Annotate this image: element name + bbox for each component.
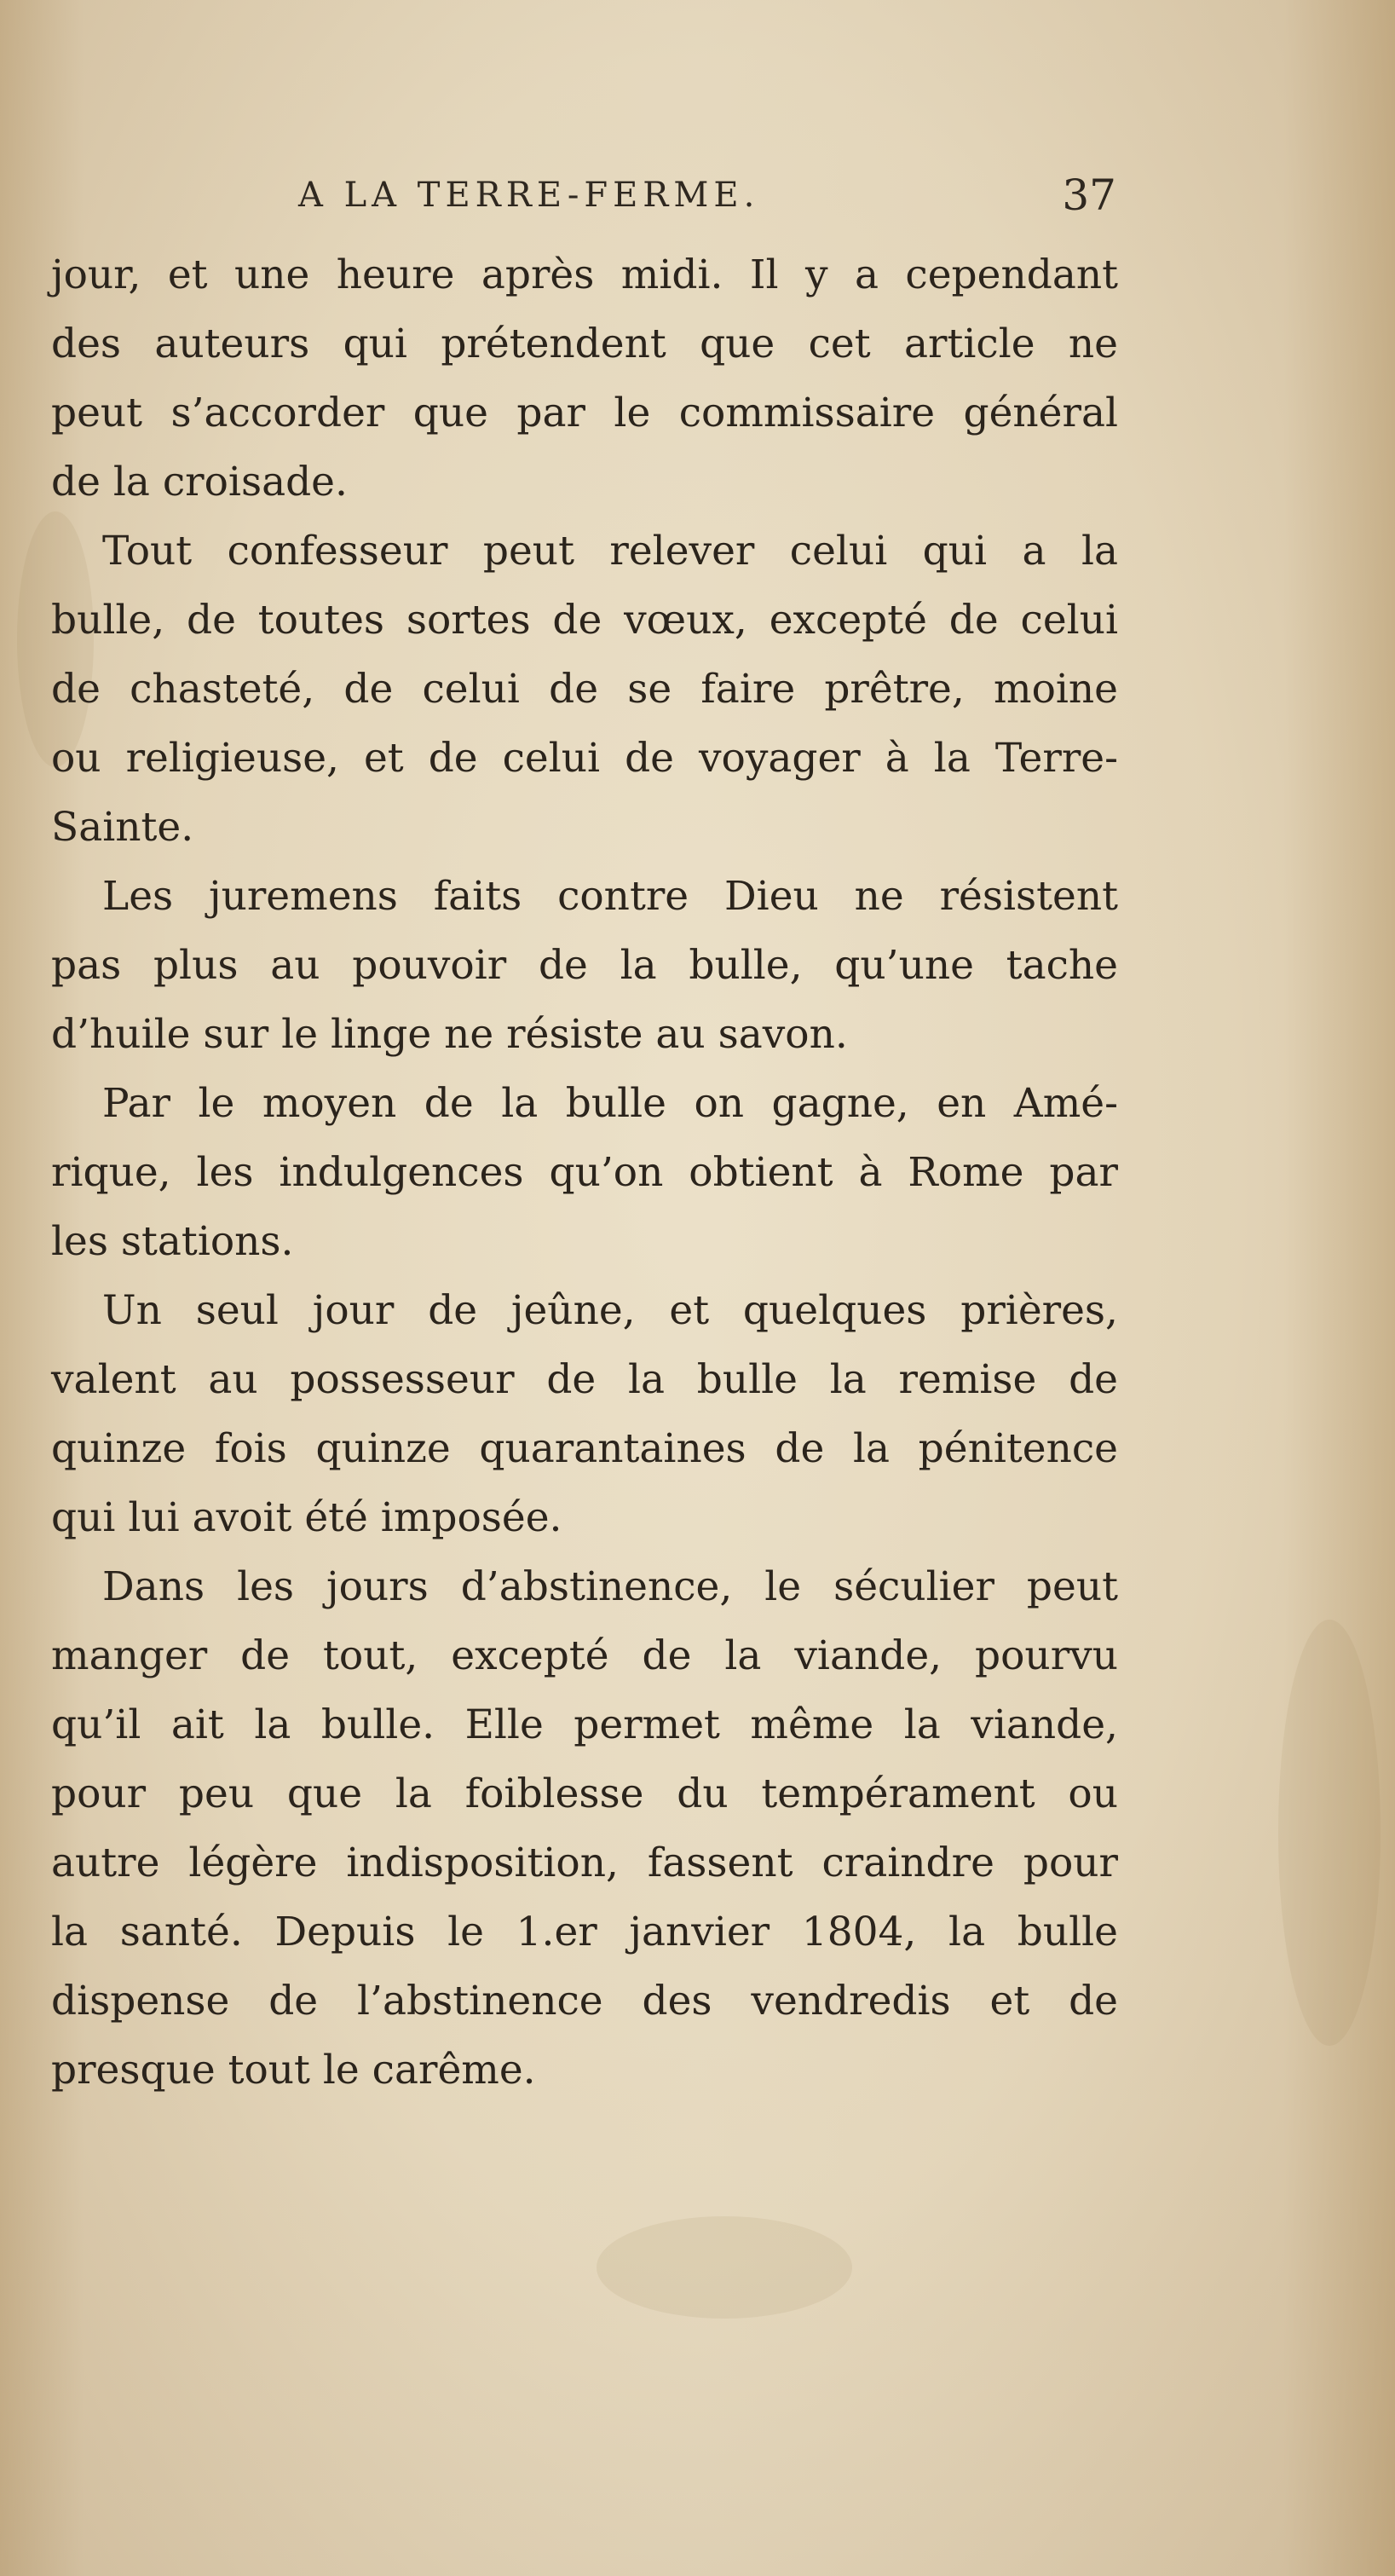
text-line: des auteurs qui prétendent que cet article ne [51, 321, 1118, 367]
text-line: Sainte. [51, 804, 194, 851]
text-line: pas plus au pouvoir de la bulle, qu’une tache [51, 942, 1118, 989]
text-line: manger de tout, excepté de la viande, pourvu [51, 1632, 1118, 1679]
text-line: jour, et une heure après midi. Il y a cependant [51, 251, 1118, 298]
text-line: Par le moyen de la bulle on gagne, en Amé- [102, 1080, 1118, 1127]
text-line: Un seul jour de jeûne, et quelques prières, [102, 1287, 1118, 1334]
text-line: bulle, de toutes sortes de vœux, excepté de celui [51, 597, 1118, 644]
text-line: de la croisade. [51, 459, 348, 505]
text-line: les stations. [51, 1218, 294, 1265]
paper-stain [597, 2216, 852, 2319]
text-line: qui lui avoit été imposée. [51, 1494, 562, 1541]
text-line: la santé. Depuis le 1.er janvier 1804, la bulle [51, 1909, 1118, 1955]
text-line: quinze fois quinze quarantaines de la pénitence [51, 1425, 1118, 1472]
text-line: dispense de l’abstinence des vendredis et de [51, 1978, 1118, 2024]
text-line: rique, les indulgences qu’on obtient à Rome par [51, 1149, 1118, 1196]
text-line: presque tout le carême. [51, 2047, 536, 2094]
text-line: qu’il ait la bulle. Elle permet même la viande, [51, 1701, 1118, 1748]
paper-stain [1278, 1620, 1381, 2046]
text-line: valent au possesseur de la bulle la remise de [51, 1356, 1118, 1403]
text-line: peut s’accorder que par le commissaire général [51, 390, 1118, 436]
text-line: Dans les jours d’abstinence, le séculier peut [102, 1563, 1118, 1610]
text-line: Tout confesseur peut relever celui qui a la [102, 528, 1118, 575]
page-number: 37 [1062, 170, 1116, 220]
text-line: de chasteté, de celui de se faire prêtre, moine [51, 666, 1118, 713]
text-line: Les juremens faits contre Dieu ne résistent [102, 873, 1118, 920]
running-title: A LA TERRE-FERME. [298, 176, 760, 215]
body-text [51, 240, 1118, 2105]
text-line: pour peu que la foiblesse du tempérament ou [51, 1770, 1118, 1817]
text-line: autre légère indisposition, fassent craindre pour [51, 1840, 1118, 1886]
page-header [298, 170, 1116, 230]
text-line: d’huile sur le linge ne résiste au savon. [51, 1011, 848, 1058]
text-line: ou religieuse, et de celui de voyager à la Terre- [51, 735, 1118, 782]
